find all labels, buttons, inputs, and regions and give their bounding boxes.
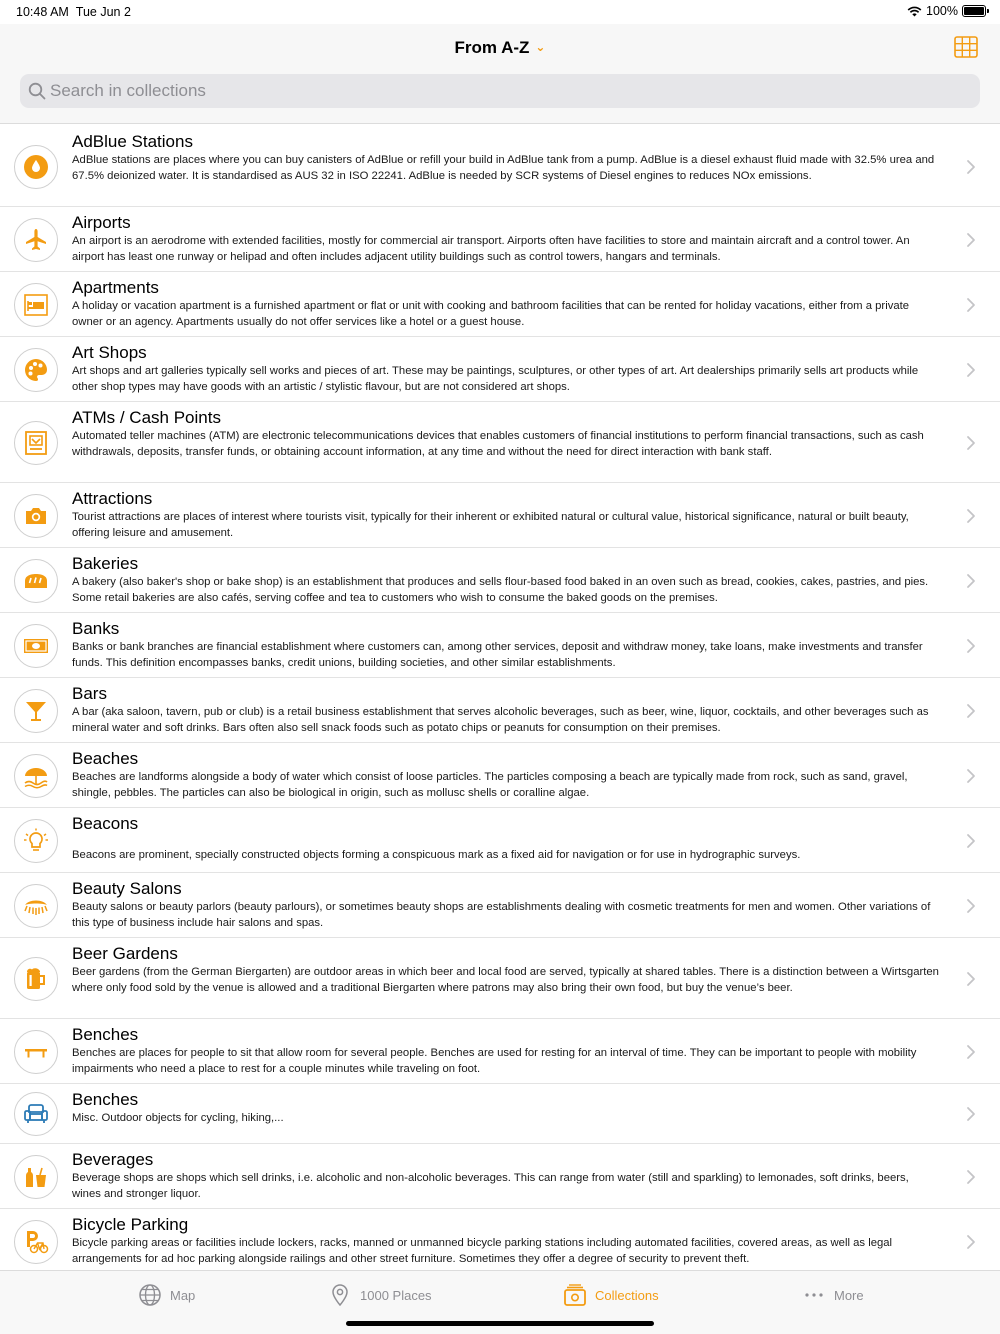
tab-map-label: Map — [170, 1287, 196, 1303]
list-item-description: A bar (aka saloon, tavern, pub or club) is a retail business establishment that serves alcoholic beverages, such as beer, wine, liquor, cocktails, and other beverages such as mineral water and soft drinks. Bars often also sell snack foods such as potato chips or peanuts for consumption on their premises. — [72, 706, 929, 734]
list-item[interactable] — [0, 1084, 1000, 1144]
chevron-right-icon — [966, 573, 976, 589]
list-item-title: Airports — [72, 213, 131, 232]
page-title: From A-Z — [454, 38, 530, 57]
list-item-text — [72, 619, 940, 671]
list-item-text — [72, 213, 940, 265]
list-item[interactable] — [0, 938, 1000, 1019]
chevron-right-icon — [966, 159, 976, 175]
battery-icon — [962, 5, 986, 17]
list-item-description: Tourist attractions are places of interest where tourists visit, typically for their inherent or exhibited natural or cultural value, historical significance, natural or built beauty, offering leisure and amusement. — [72, 511, 909, 539]
grid-icon[interactable] — [954, 36, 978, 58]
list-item-description: A holiday or vacation apartment is a furnished apartment or flat or unit with cooking and bathroom facilities that can be rented for holiday vacations, either from a private owner or an agency. Apartments usually do not offer services like a hotel or a guest house. — [72, 300, 910, 328]
chevron-right-icon — [966, 1044, 976, 1060]
list-item-title: Beer Gardens — [72, 944, 178, 963]
list-item-description: Misc. Outdoor objects for cycling, hiking,... — [72, 1112, 284, 1124]
search-bar[interactable] — [20, 74, 980, 108]
palette-icon — [14, 348, 58, 392]
list-item-description: Beverage shops are shops which sell drinks, i.e. alcoholic and non-alcoholic beverages. This can range from water (still and sparkling) to lemonades, soft drinks, beers, wines and stronger liquor. — [72, 1172, 909, 1200]
chevron-right-icon — [966, 638, 976, 654]
chevron-right-icon — [966, 1106, 976, 1122]
beach-icon — [14, 754, 58, 798]
bed-icon — [14, 283, 58, 327]
chevron-right-icon — [966, 703, 976, 719]
navigation-header — [0, 24, 1000, 124]
chevron-right-icon — [966, 898, 976, 914]
list-item-description: Beacons are prominent, specially constructed objects forming a conspicuous mark as a fixed aid for navigation or for use in hydrographic surveys. — [72, 849, 801, 861]
list-item-text — [72, 749, 940, 801]
list-item-text — [72, 879, 940, 931]
atm-icon — [14, 421, 58, 465]
list-item[interactable] — [0, 743, 1000, 808]
list-item-description: An airport is an aerodrome with extended facilities, mostly for commercial air transport. Airports often have facilities to store and maintain aircraft and a control tower. An airport has least one runway or helipad and often includes adjacent utility buildings such as control towers, hangars and terminals. — [72, 235, 910, 263]
search-input[interactable] — [50, 81, 950, 101]
list-item-title: ATMs / Cash Points — [72, 408, 221, 427]
list-item-description: Banks or bank branches are financial establishment where customers can, among other services, deposit and withdraw money, take loans, make investments and transfer funds. This definition encompasses banks, credit unions, building societies, and other similar establishments. — [72, 641, 923, 669]
chevron-right-icon — [966, 508, 976, 524]
collections-icon — [563, 1283, 587, 1307]
sort-title-button[interactable] — [0, 38, 1000, 58]
list-item-text — [72, 132, 940, 184]
list-item-description: Beaches are landforms alongside a body of water which consist of loose particles. The particles composing a beach are typically made from rock, such as sand, gravel, shingle, pebbles. The particles can also be biological in origin, such as mollusc shells or coralline algae. — [72, 771, 908, 799]
chevron-right-icon — [966, 297, 976, 313]
tab-more[interactable] — [802, 1283, 864, 1307]
list-item-description: Art shops and art galleries typically sell works and pieces of art. These may be paintings, sculptures, or other types of art. Art dealerships primarily sells art products while other shop types may have goods with an artistic / stylistic flavour, but are not considered art shops. — [72, 365, 919, 393]
list-item-title: Bicycle Parking — [72, 1215, 189, 1234]
tab-more-label: More — [834, 1287, 864, 1303]
tab-collections-label: Collections — [595, 1287, 659, 1303]
list-item-text — [72, 944, 940, 996]
cocktail-icon — [14, 689, 58, 733]
list-item-title: Attractions — [72, 489, 153, 508]
list-item-text — [72, 1215, 940, 1267]
list-item-description: Benches are places for people to sit that allow room for several people. Benches are used for resting for an interval of time. They can be important to people with mobility impairments who need a place to rest for a couple minutes while traveling on foot. — [72, 1047, 917, 1075]
list-item-description: A bakery (also baker's shop or bake shop) is an establishment that produces and sells flour-based food baked in an oven such as bread, cookies, cakes, pastries, and pies. Some retail bakeries are also cafés, serving coffee and tea to customers who wish to consume the baked goods on the premises. — [72, 576, 929, 604]
list-item-description: AdBlue stations are places where you can buy canisters of AdBlue or refill your build in AdBlue tank from a pump. AdBlue is a diesel exhaust fluid made with 32.5% urea and 67.5% deionized water. It is standardised as AUS 32 in ISO 22241. AdBlue is needed by SCR systems of Diesel engines to reduces NOx emissions. — [72, 154, 935, 182]
airplane-icon — [14, 218, 58, 262]
list-item-description: Beer gardens (from the German Biergarten) are outdoor areas in which beer and local food are served, typically at shared tables. There is a distinction between a Wirtsgarten where only food sold by the venue is allowed and a traditional Biergarten where patrons may also bring their own food, but buy the venue’s beer. — [72, 966, 939, 994]
bicycle-parking-icon — [14, 1220, 58, 1264]
tab-bar — [0, 1270, 1000, 1334]
eye-lash-icon — [14, 884, 58, 928]
list-item-title: Beacons — [72, 814, 139, 833]
list-item-text — [72, 343, 940, 395]
more-dots-icon — [802, 1283, 826, 1307]
banknote-icon — [14, 624, 58, 668]
list-item-title: Banks — [72, 619, 120, 638]
list-item[interactable] — [0, 808, 1000, 873]
list-item[interactable] — [0, 678, 1000, 743]
status-bar — [0, 0, 1000, 24]
list-item[interactable] — [0, 272, 1000, 337]
list-item-text — [72, 278, 940, 330]
list-item-title: Benches — [72, 1025, 139, 1044]
search-icon — [28, 82, 46, 100]
camera-icon — [14, 494, 58, 538]
list-item-text — [72, 1150, 940, 1202]
armchair-icon — [14, 1092, 58, 1136]
list-item-description: Automated teller machines (ATM) are electronic telecommunications devices that enables customers of financial institutions to perform financial transactions, such as cash withdrawals, deposits, transfer funds, or obtaining account information, at any time and without the need for direct interaction with bank staff. — [72, 430, 924, 458]
bottles-icon — [14, 1155, 58, 1199]
list-item[interactable] — [0, 1144, 1000, 1209]
list-item-title: Art Shops — [72, 343, 147, 362]
home-indicator — [346, 1321, 654, 1326]
list-item-title: Beauty Salons — [72, 879, 182, 898]
beer-mug-icon — [14, 957, 58, 1001]
drop-icon — [14, 145, 58, 189]
chevron-right-icon — [966, 768, 976, 784]
list-item-title: Bakeries — [72, 554, 139, 573]
status-time: 10:48 AM Tue Jun 2 — [16, 5, 131, 19]
list-item-title: Beverages — [72, 1150, 154, 1169]
lightbulb-icon — [14, 819, 58, 863]
list-item[interactable] — [0, 402, 1000, 483]
list-item-text — [72, 1025, 940, 1077]
list-item-text — [72, 684, 940, 736]
chevron-right-icon — [966, 435, 976, 451]
list-item-text — [72, 1090, 940, 1127]
wifi-icon — [907, 6, 922, 17]
list-item-title: Bars — [72, 684, 107, 703]
bench-icon — [14, 1030, 58, 1074]
list-item[interactable] — [0, 126, 1000, 207]
list-item[interactable] — [0, 1209, 1000, 1274]
chevron-right-icon — [966, 833, 976, 849]
list-item[interactable] — [0, 873, 1000, 938]
list-item[interactable] — [0, 548, 1000, 613]
list-item-text — [72, 489, 940, 541]
collections-list — [0, 126, 1000, 1274]
tab-1000-places-label: 1000 Places — [360, 1287, 432, 1303]
list-item-text — [72, 554, 940, 606]
tab-1000-places[interactable] — [328, 1283, 432, 1307]
list-item-title: AdBlue Stations — [72, 132, 193, 151]
list-item[interactable] — [0, 613, 1000, 678]
chevron-right-icon — [966, 1169, 976, 1185]
location-pin-icon — [328, 1283, 352, 1307]
list-item-title: Benches — [72, 1090, 139, 1109]
status-right — [907, 4, 986, 18]
list-item-description: Bicycle parking areas or facilities include lockers, racks, manned or unmanned bicycle parking stations including automated facilities, covered areas, as well as legal arrangements for ad hoc parking alongside railings and other street furniture. Sometimes they offer a degree of security to prevent theft. — [72, 1237, 893, 1265]
chevron-right-icon — [966, 362, 976, 378]
battery-percent: 100% — [926, 4, 958, 18]
list-item-title: Apartments — [72, 278, 159, 297]
chevron-right-icon — [966, 232, 976, 248]
list-item-text — [72, 408, 940, 460]
list-item[interactable] — [0, 207, 1000, 272]
list-item-text — [72, 814, 940, 864]
chevron-right-icon — [966, 971, 976, 987]
list-item-description: Beauty salons or beauty parlors (beauty parlours), or sometimes beauty shops are establishments dealing with cosmetic treatments for men and women. Other variations of this type of business include hair salons and spas. — [72, 901, 931, 929]
chevron-down-icon: ⌄ — [535, 40, 546, 54]
tab-collections[interactable] — [563, 1283, 659, 1307]
tab-map[interactable] — [138, 1283, 195, 1307]
globe-icon — [138, 1283, 162, 1307]
bread-icon — [14, 559, 58, 603]
list-item[interactable] — [0, 337, 1000, 402]
list-item[interactable] — [0, 1019, 1000, 1084]
chevron-right-icon — [966, 1234, 976, 1250]
list-item-title: Beaches — [72, 749, 139, 768]
list-item[interactable] — [0, 483, 1000, 548]
